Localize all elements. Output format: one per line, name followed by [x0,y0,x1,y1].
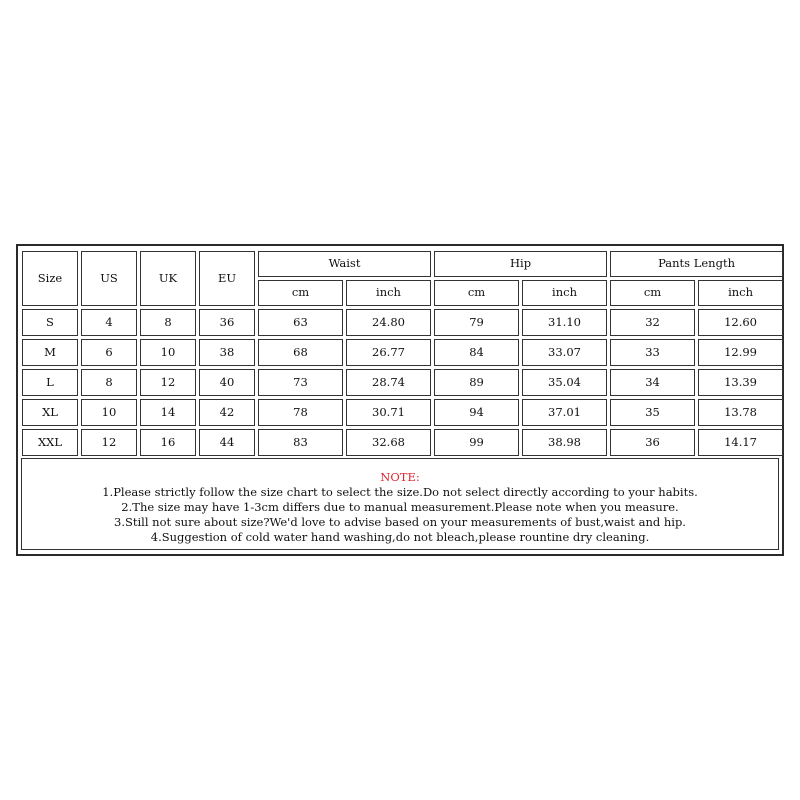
table-cell: 13.78 [698,399,783,426]
table-cell: 38 [199,339,255,366]
table-cell: 79 [434,309,519,336]
unit-hip-cm: cm [434,280,519,306]
header-pants-length: Pants Length [610,251,783,277]
table-cell: 83 [258,429,343,456]
header-uk: UK [140,251,196,306]
table-cell: XL [22,399,78,426]
table-cell: M [22,339,78,366]
table-cell: 78 [258,399,343,426]
table-cell: 4 [81,309,137,336]
note-line-1: 1.Please strictly follow the size chart to select the size.Do not select directly according to your habits. [102,485,698,499]
table-cell: 38.98 [522,429,607,456]
table-cell: 89 [434,369,519,396]
table-row [22,309,783,336]
note-line-3: 3.Still not sure about size?We'd love to advise based on your measurements of bust,waist and hip. [114,515,686,529]
table-cell: 63 [258,309,343,336]
table-cell: 6 [81,339,137,366]
table-row [22,429,783,456]
table-cell: 37.01 [522,399,607,426]
table-cell: 73 [258,369,343,396]
unit-waist-cm: cm [258,280,343,306]
table-cell: 99 [434,429,519,456]
table-cell: 10 [81,399,137,426]
header-hip: Hip [434,251,607,277]
size-table [19,248,786,459]
note-line-4: 4.Suggestion of cold water hand washing,do not bleach,please rountine dry cleaning. [150,530,650,544]
table-cell: 31.10 [522,309,607,336]
unit-waist-inch: inch [346,280,431,306]
table-cell: 13.39 [698,369,783,396]
table-cell: 32 [610,309,695,336]
table-cell: 26.77 [346,339,431,366]
note-title: NOTE: [380,470,420,484]
table-cell: 33 [610,339,695,366]
table-cell: 35 [610,399,695,426]
header-waist: Waist [258,251,431,277]
table-cell: 12.99 [698,339,783,366]
table-cell: 32.68 [346,429,431,456]
table-cell: 84 [434,339,519,366]
table-cell: XXL [22,429,78,456]
unit-length-inch: inch [698,280,783,306]
table-cell: 8 [140,309,196,336]
table-cell: 33.07 [522,339,607,366]
table-cell: 40 [199,369,255,396]
header-eu: EU [199,251,255,306]
table-cell: L [22,369,78,396]
header-us: US [81,251,137,306]
table-cell: 14 [140,399,196,426]
table-cell: 68 [258,339,343,366]
table-cell: 30.71 [346,399,431,426]
table-cell: 24.80 [346,309,431,336]
size-chart [16,244,784,556]
table-cell: 44 [199,429,255,456]
table-row [22,369,783,396]
table-row [22,399,783,426]
table-cell: 36 [199,309,255,336]
table-cell: 12 [81,429,137,456]
table-cell: 14.17 [698,429,783,456]
header-size: Size [22,251,78,306]
table-body [22,309,783,456]
table-cell: 10 [140,339,196,366]
table-cell: 35.04 [522,369,607,396]
table-cell: 12 [140,369,196,396]
note-line-2: 2.The size may have 1-3cm differs due to manual measurement.Please note when you measure. [121,500,679,514]
table-cell: 94 [434,399,519,426]
unit-length-cm: cm [610,280,695,306]
table-cell: 34 [610,369,695,396]
table-row [22,339,783,366]
table-cell: 8 [81,369,137,396]
table-cell: 42 [199,399,255,426]
table-cell: 36 [610,429,695,456]
note-box [21,458,779,550]
table-cell: S [22,309,78,336]
header-row [22,251,783,277]
table-cell: 16 [140,429,196,456]
table-cell: 28.74 [346,369,431,396]
unit-hip-inch: inch [522,280,607,306]
table-cell: 12.60 [698,309,783,336]
